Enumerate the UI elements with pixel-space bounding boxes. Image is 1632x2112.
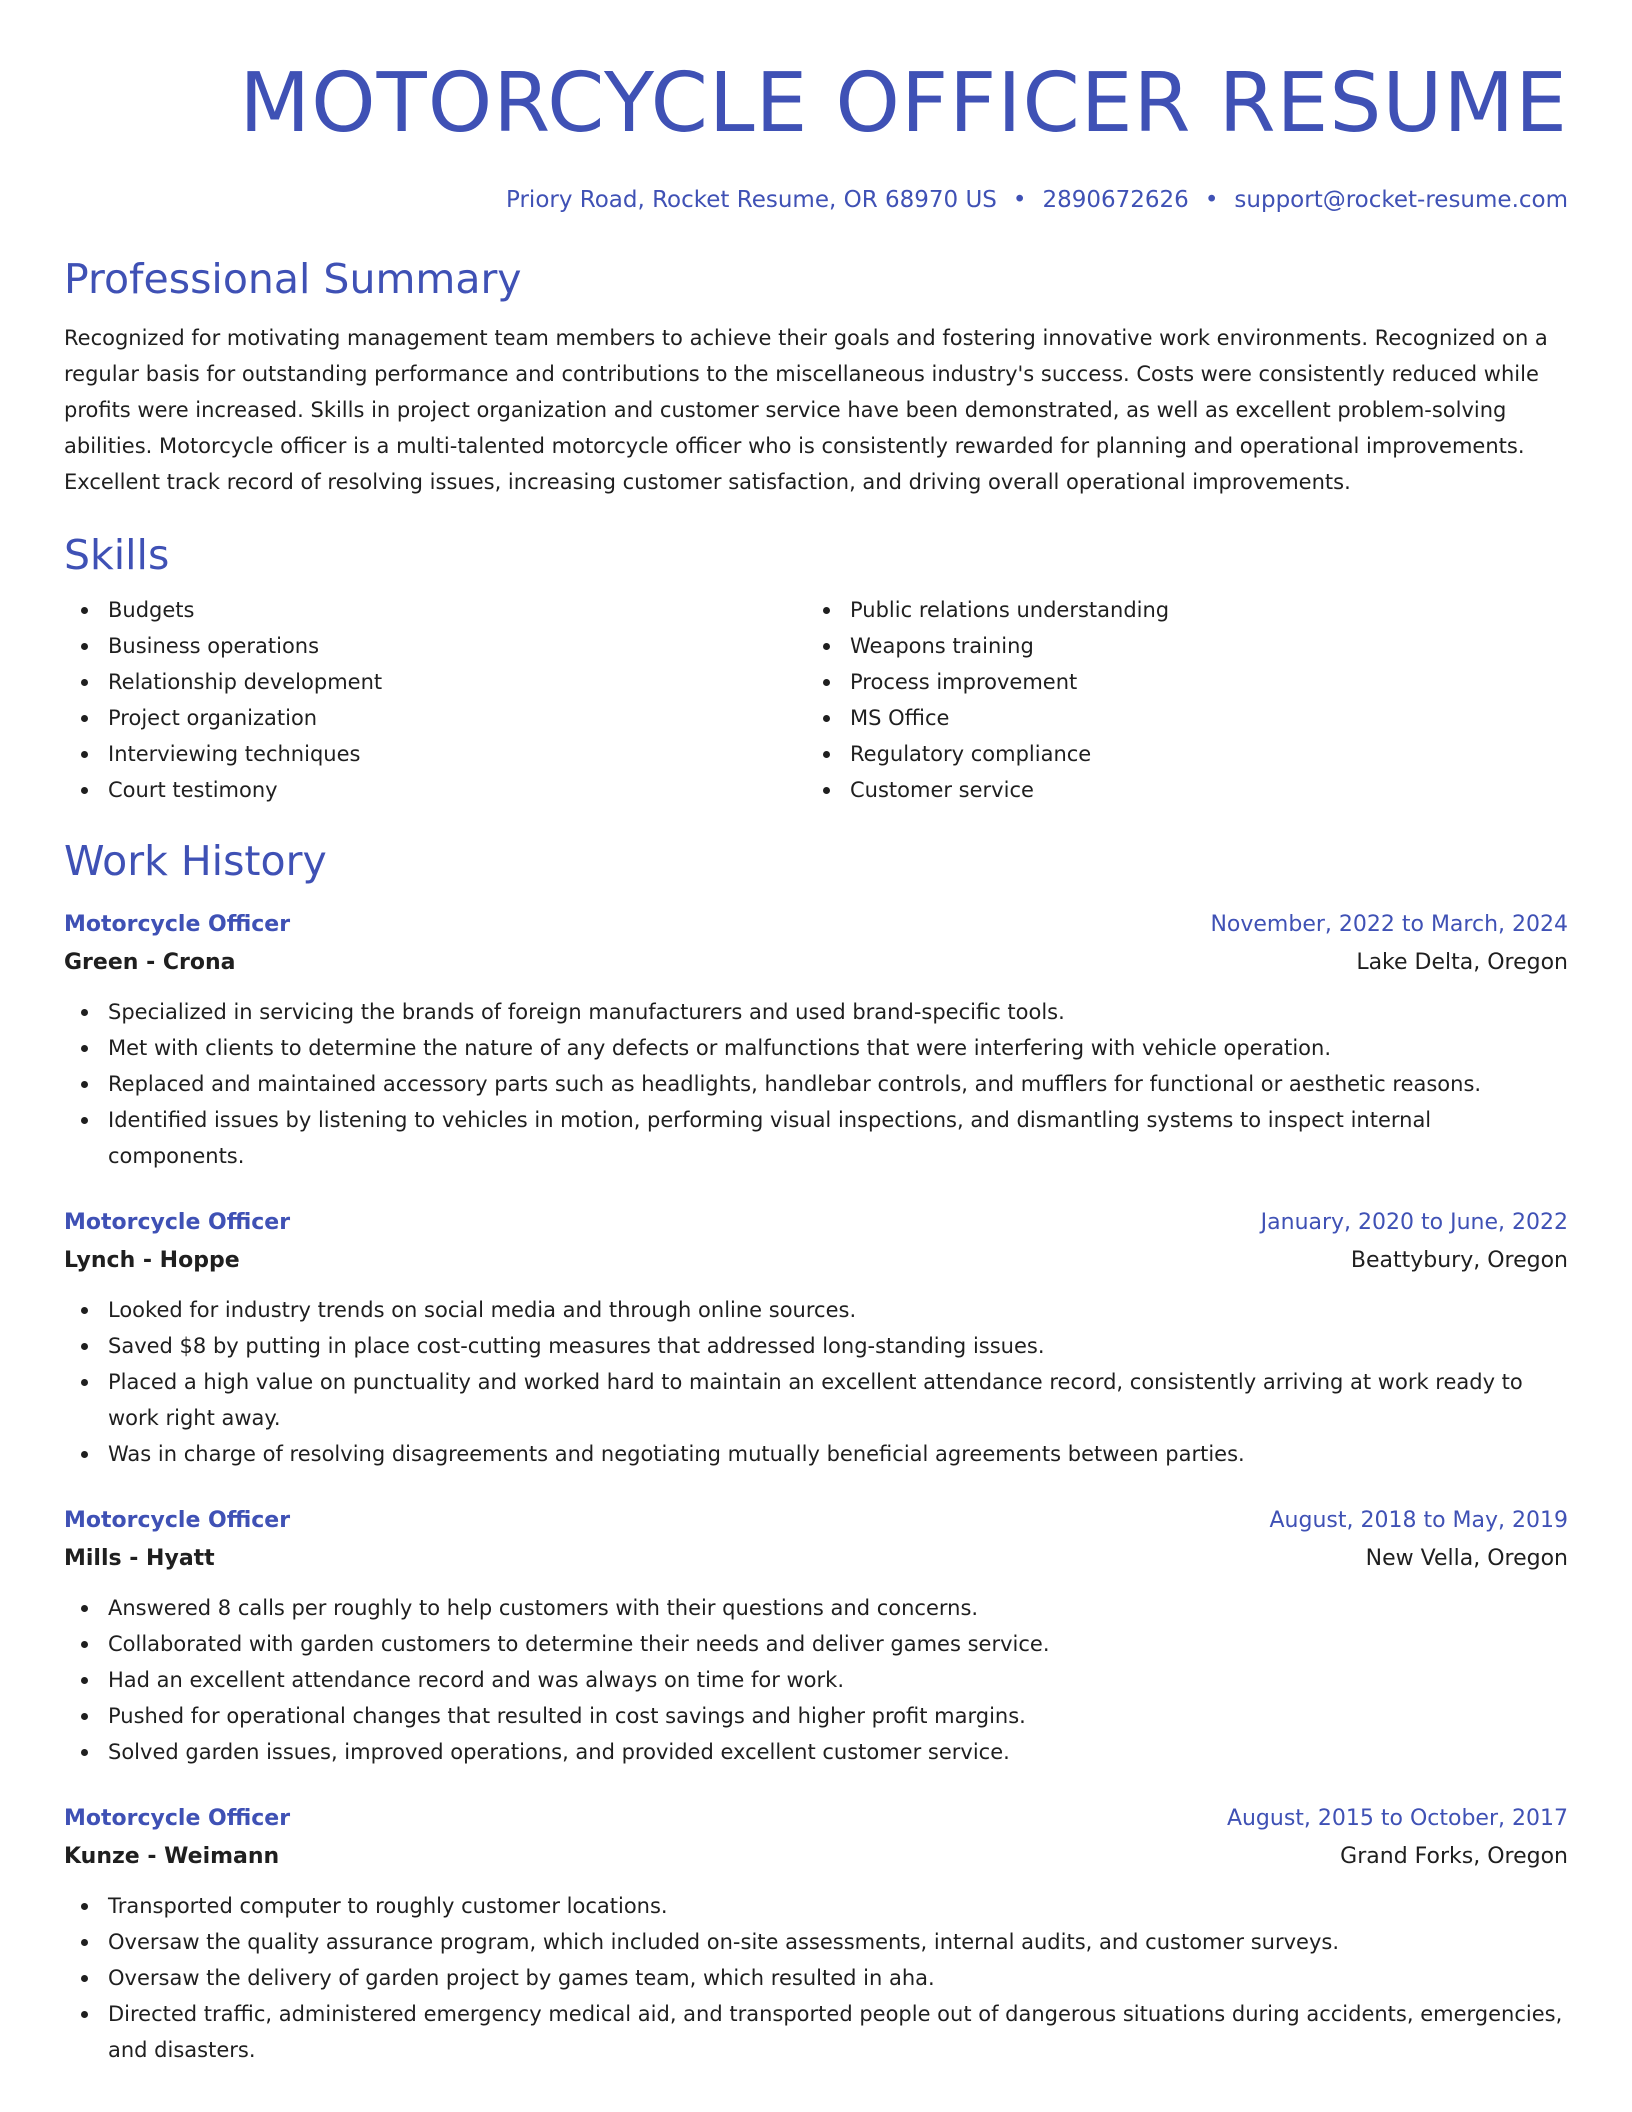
summary-text: Recognized for motivating management team members to achieve their goals and fostering innovative work environments. Recognized on a regular basis for outstanding performance and contributions to the miscellaneous industry's success. Costs were consistently reduced while profits were increased. Skills in project organization and customer service have been demonstrated, as well as excellent problem-solving abilities. Motorcycle officer is a multi-talented motorcycle officer who is consistently rewarded for planning and operational improvements. Excellent track record of resolving issues, increasing customer satisfaction, and driving overall operational improvements. xyxy=(64,326,1548,494)
contact-separator: • xyxy=(1204,187,1219,213)
job-location: Lake Delta, Oregon xyxy=(1356,950,1568,975)
job-bullet: Solved garden issues, improved operations, and provided excellent customer service. xyxy=(64,1734,1568,1770)
job-bullet: Looked for industry trends on social media and through online sources. xyxy=(64,1292,1568,1328)
job-entry xyxy=(64,1204,1568,1472)
job-dates: January, 2020 to June, 2022 xyxy=(1260,1210,1568,1235)
skill-item: Project organization xyxy=(64,700,806,736)
skills-heading: Skills xyxy=(64,531,170,579)
job-bullet: Specialized in servicing the brands of foreign manufacturers and used brand-specific tools. xyxy=(64,994,1568,1030)
job-title: Motorcycle Officer xyxy=(64,912,291,937)
job-bullet: Oversaw the delivery of garden project by games team, which resulted in aha. xyxy=(64,1960,1568,1996)
email-link[interactable]: support@rocket-resume.com xyxy=(1234,187,1568,213)
job-entry xyxy=(64,1502,1568,1770)
job-company: Green - Crona xyxy=(64,950,236,975)
skill-item: Interviewing techniques xyxy=(64,736,806,772)
job-entry xyxy=(64,906,1568,1174)
skill-item: Customer service xyxy=(806,772,1548,808)
job-bullet: Replaced and maintained accessory parts such as headlights, handlebar controls, and mufflers for functional or aesthetic reasons. xyxy=(64,1066,1568,1102)
job-bullet: Answered 8 calls per roughly to help customers with their questions and concerns. xyxy=(64,1590,1568,1626)
skill-item: Regulatory compliance xyxy=(806,736,1548,772)
skill-item: Budgets xyxy=(64,592,806,628)
skill-item: Court testimony xyxy=(64,772,806,808)
job-bullets xyxy=(64,994,1568,1174)
job-bullet: Directed traffic, administered emergency medical aid, and transported people out of dangerous situations during accidents, emergencies, and disasters. xyxy=(64,1996,1568,2068)
skill-item: Process improvement xyxy=(806,664,1548,700)
job-bullet: Oversaw the quality assurance program, which included on-site assessments, internal audits, and customer surveys. xyxy=(64,1924,1568,1960)
job-company: Mills - Hyatt xyxy=(64,1546,215,1571)
job-title: Motorcycle Officer xyxy=(64,1806,291,1831)
skills-list xyxy=(64,592,1568,808)
job-location: Grand Forks, Oregon xyxy=(1340,1844,1568,1869)
summary-heading: Professional Summary xyxy=(64,255,522,303)
job-bullets xyxy=(64,1888,1568,2068)
job-bullet: Was in charge of resolving disagreements and negotiating mutually beneficial agreements between parties. xyxy=(64,1436,1568,1472)
job-title: Motorcycle Officer xyxy=(64,1508,291,1533)
job-title: Motorcycle Officer xyxy=(64,1210,291,1235)
job-dates: August, 2018 to May, 2019 xyxy=(1269,1508,1568,1533)
resume-title: MOTORCYCLE OFFICER RESUME xyxy=(239,56,1568,151)
job-bullet: Placed a high value on punctuality and worked hard to maintain an excellent attendance record, consistently arriving at work ready to work right away. xyxy=(64,1364,1568,1436)
job-bullet: Pushed for operational changes that resulted in cost savings and higher profit margins. xyxy=(64,1698,1568,1734)
job-location: Beattybury, Oregon xyxy=(1350,1248,1568,1273)
job-entry xyxy=(64,1800,1568,2068)
work-history-heading: Work History xyxy=(64,837,327,885)
job-company: Kunze - Weimann xyxy=(64,1844,280,1869)
job-location: New Vella, Oregon xyxy=(1365,1546,1568,1571)
job-dates: August, 2015 to October, 2017 xyxy=(1226,1806,1568,1831)
job-bullets xyxy=(64,1590,1568,1770)
skill-item: Public relations understanding xyxy=(806,592,1548,628)
job-dates: November, 2022 to March, 2024 xyxy=(1210,912,1568,937)
skills-column-right xyxy=(806,592,1548,808)
job-bullet: Collaborated with garden customers to determine their needs and deliver games service. xyxy=(64,1626,1568,1662)
job-bullet: Met with clients to determine the nature of any defects or malfunctions that were interfering with vehicle operation. xyxy=(64,1030,1568,1066)
skill-item: Relationship development xyxy=(64,664,806,700)
skills-column-left xyxy=(64,592,806,808)
skill-item: Business operations xyxy=(64,628,806,664)
job-company: Lynch - Hoppe xyxy=(64,1248,240,1273)
phone-text: 2890672626 xyxy=(1042,187,1189,213)
job-bullet: Identified issues by listening to vehicles in motion, performing visual inspections, and dismantling systems to inspect internal components. xyxy=(64,1102,1568,1174)
contact-line xyxy=(64,184,1568,216)
skill-item: MS Office xyxy=(806,700,1548,736)
job-bullet: Transported computer to roughly customer locations. xyxy=(64,1888,1568,1924)
job-bullets xyxy=(64,1292,1568,1472)
address-text: Priory Road, Rocket Resume, OR 68970 US xyxy=(506,187,997,213)
job-bullet: Saved $8 by putting in place cost-cutting measures that addressed long-standing issues. xyxy=(64,1328,1568,1364)
skill-item: Weapons training xyxy=(806,628,1548,664)
job-bullet: Had an excellent attendance record and was always on time for work. xyxy=(64,1662,1568,1698)
contact-separator: • xyxy=(1012,187,1027,213)
